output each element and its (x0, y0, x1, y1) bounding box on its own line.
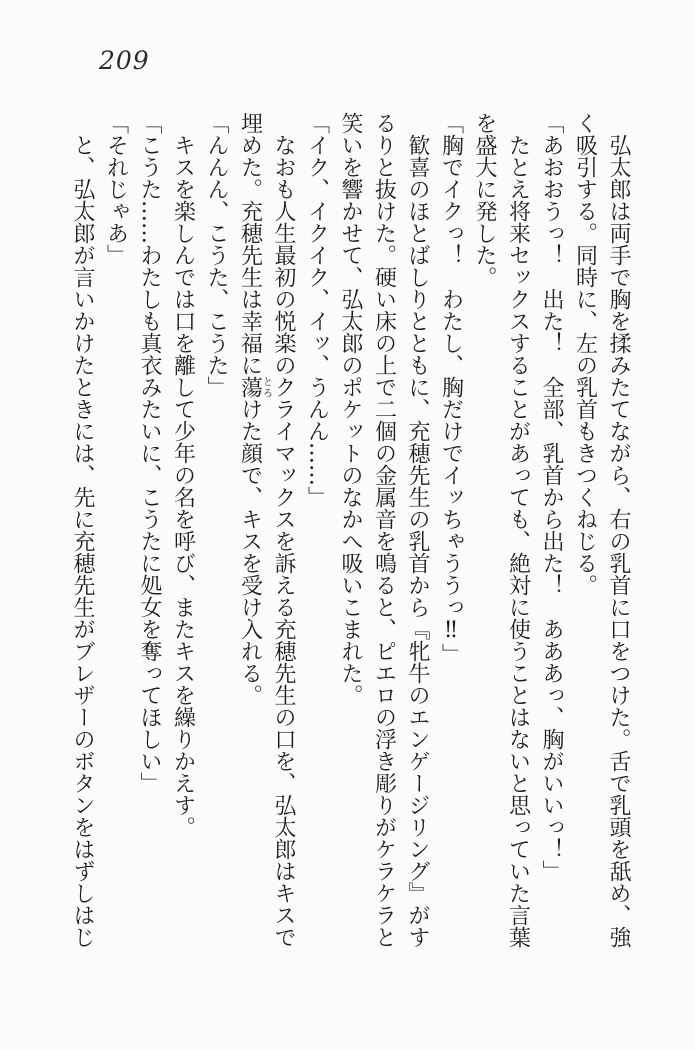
paragraph-dialogue: 「イク、イクイク、イッ、うんん……」 (304, 112, 330, 508)
paragraph-dialogue: 「んんん、こうた、こうた」 (204, 112, 229, 398)
paragraph-dialogue: 「胸でイクっ！ わたし、胸だけでイッちゃううっ‼」 (438, 112, 464, 665)
paragraph-narrative: 歓喜のほとばしりとともに、充穂先生の乳首から『牝牛のエンゲージリング』がするりと抜けた。硬い床の上で二個の金属音を鳴ると、ピエロの浮き彫りがケラケラと笑いを響かせて、弘太郎のポケットのなかへ吸いこまれた。 (338, 112, 430, 948)
paragraph-narrative: キスを楽しんでは口を離して少年の名を呼び、またキスを繰りかえす。 (170, 134, 196, 838)
paragraph-narrative: たとえ将来セックスすることがあっても、絶対に使うことはないと思っていた言葉を盛大に発した。 (472, 112, 531, 948)
text-block (64, 112, 635, 955)
page-number: 209 (99, 46, 150, 75)
paragraph-narrative: なおも人生最初の悦楽のクライマックスを訴える充穂先生の口を、弘太郎はキスで埋めた。充穂先生は幸福に蕩とろけた顔で、キスを受け入れる。 (237, 112, 296, 948)
paragraph-dialogue: 「あおおうっ！ 出た！ 全部、乳首から出た！ あああっ、胸がいいっ！」 (539, 112, 564, 882)
paragraph-dialogue: 「それじゃあ」 (103, 112, 129, 266)
paragraph-narrative: 弘太郎は両手で胸を揉みたてながら、右の乳首に口をつけた。舌で乳頭を舐め、強く吸引する。同時に、左の乳首もきつくねじる。 (572, 112, 631, 948)
paragraph-narrative: と、弘太郎が言いかけたときには、先に充穂先生がブレザーのボタンをはずしはじ (70, 134, 95, 948)
furigana: 蕩とろ (237, 376, 272, 398)
paragraph-dialogue: 「こうた……わたしも真衣みたいに、こうたに処女を奪ってほしい」 (137, 112, 162, 794)
